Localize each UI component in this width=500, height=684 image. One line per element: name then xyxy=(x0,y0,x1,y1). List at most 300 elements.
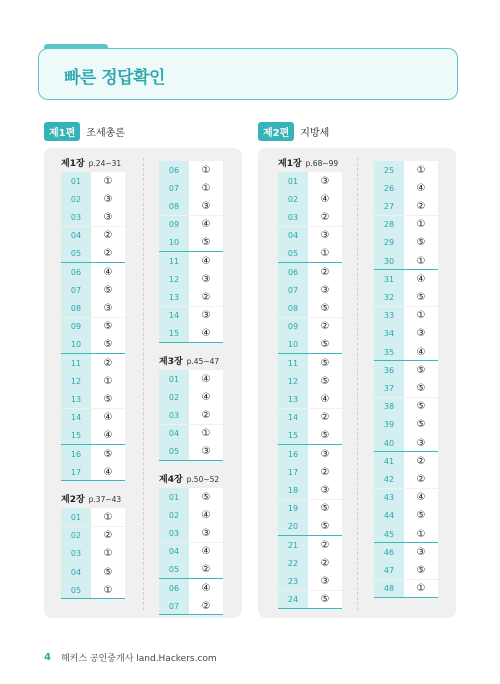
answer-choice: ② xyxy=(189,288,223,306)
question-number: 12 xyxy=(61,372,91,390)
answer-choice: ③ xyxy=(404,543,438,561)
question-number: 36 xyxy=(374,361,404,379)
question-number: 12 xyxy=(159,270,189,288)
answer-choice: ④ xyxy=(404,343,438,361)
answer-row xyxy=(159,288,223,306)
answer-choice: ④ xyxy=(189,388,223,406)
group-divider xyxy=(159,342,223,343)
question-number: 08 xyxy=(61,299,91,317)
question-number: 03 xyxy=(159,524,189,542)
question-number: 14 xyxy=(61,409,91,427)
answer-choice: ⑤ xyxy=(308,336,342,354)
answer-row xyxy=(374,361,438,379)
question-number: 03 xyxy=(159,406,189,424)
answer-choice: ② xyxy=(308,554,342,572)
answer-choice: ③ xyxy=(189,443,223,461)
answer-row xyxy=(278,591,342,609)
answer-choice: ④ xyxy=(189,325,223,343)
answer-row xyxy=(61,354,125,372)
question-number: 05 xyxy=(159,443,189,461)
chapter-heading: 제2장 p.37~43 xyxy=(61,495,122,506)
part-2-heading xyxy=(258,122,329,141)
question-number: 46 xyxy=(374,543,404,561)
answer-choice: ③ xyxy=(308,172,342,190)
question-number: 02 xyxy=(61,527,91,545)
answer-row xyxy=(159,561,223,579)
answer-row xyxy=(278,245,342,263)
question-number: 05 xyxy=(278,245,308,263)
question-number: 09 xyxy=(159,216,189,234)
answer-choice: ⑤ xyxy=(404,361,438,379)
answer-choice: ④ xyxy=(404,179,438,197)
column-divider-1 xyxy=(143,158,144,610)
answer-row xyxy=(278,390,342,408)
group-divider xyxy=(61,598,125,599)
answer-choice: ① xyxy=(308,245,342,263)
answer-row xyxy=(61,227,125,245)
answer-row xyxy=(278,318,342,336)
answer-choice: ② xyxy=(308,463,342,481)
answer-row xyxy=(374,507,438,525)
group-divider xyxy=(374,597,438,598)
answer-choice: ① xyxy=(91,545,125,563)
answer-row xyxy=(374,270,438,288)
answer-row xyxy=(278,263,342,281)
part-1-name: 조세총론 xyxy=(86,128,125,139)
question-number: 38 xyxy=(374,398,404,416)
question-number: 27 xyxy=(374,197,404,215)
answer-choice: ④ xyxy=(189,370,223,388)
question-number: 04 xyxy=(159,425,189,443)
answer-choice: ⑤ xyxy=(91,390,125,408)
answer-choice: ④ xyxy=(189,506,223,524)
question-number: 03 xyxy=(278,208,308,226)
answer-row xyxy=(278,481,342,499)
question-number: 41 xyxy=(374,452,404,470)
answer-choice: ⑤ xyxy=(308,299,342,317)
part-1-badge: 제1편 xyxy=(44,122,80,141)
answer-choice: ③ xyxy=(308,227,342,245)
answer-choice: ① xyxy=(404,252,438,270)
question-number: 06 xyxy=(159,161,189,179)
group-divider xyxy=(278,608,342,609)
question-number: 05 xyxy=(159,561,189,579)
answer-choice: ① xyxy=(404,161,438,179)
answer-row xyxy=(159,579,223,597)
answer-row xyxy=(374,416,438,434)
answer-row xyxy=(374,179,438,197)
answer-row xyxy=(61,372,125,390)
question-number: 13 xyxy=(61,390,91,408)
answer-row xyxy=(374,525,438,543)
answer-choice: ① xyxy=(404,216,438,234)
answer-row xyxy=(278,227,342,245)
answer-row xyxy=(159,488,223,506)
answer-row xyxy=(278,445,342,463)
answer-row xyxy=(278,190,342,208)
question-number: 09 xyxy=(278,318,308,336)
question-number: 25 xyxy=(374,161,404,179)
answer-choice: ② xyxy=(189,597,223,615)
answer-choice: ③ xyxy=(91,190,125,208)
answer-row xyxy=(61,190,125,208)
question-number: 06 xyxy=(159,579,189,597)
question-number: 11 xyxy=(61,354,91,372)
question-number: 01 xyxy=(159,370,189,388)
answer-choice: ③ xyxy=(189,270,223,288)
question-number: 29 xyxy=(374,234,404,252)
question-number: 13 xyxy=(278,390,308,408)
answer-row xyxy=(159,307,223,325)
answer-row xyxy=(278,354,342,372)
question-number: 39 xyxy=(374,416,404,434)
answer-row xyxy=(61,245,125,263)
answer-row xyxy=(61,527,125,545)
answer-row xyxy=(159,425,223,443)
answer-choice: ④ xyxy=(189,543,223,561)
group-divider xyxy=(61,480,125,481)
answer-choice: ④ xyxy=(308,390,342,408)
question-number: 04 xyxy=(159,543,189,561)
answer-row xyxy=(61,281,125,299)
answer-row xyxy=(159,443,223,461)
question-number: 18 xyxy=(278,481,308,499)
answer-choice: ⑤ xyxy=(404,234,438,252)
question-number: 16 xyxy=(61,445,91,463)
answer-row xyxy=(278,172,342,190)
answer-row xyxy=(61,427,125,445)
answer-row xyxy=(278,536,342,554)
question-number: 40 xyxy=(374,434,404,452)
answer-row xyxy=(278,427,342,445)
answer-row xyxy=(61,263,125,281)
footer-brand: 해커스 공인중개사 land.Hackers.com xyxy=(60,654,217,664)
answer-row xyxy=(61,299,125,317)
footer xyxy=(44,651,217,664)
answer-choice: ③ xyxy=(404,325,438,343)
answer-choice: ④ xyxy=(189,579,223,597)
answer-row xyxy=(278,336,342,354)
part-2-name: 지방세 xyxy=(300,128,330,139)
page-number: 4 xyxy=(44,652,51,663)
answer-choice: ③ xyxy=(91,299,125,317)
question-number: 02 xyxy=(159,506,189,524)
answer-row xyxy=(159,597,223,615)
answer-choice: ⑤ xyxy=(91,281,125,299)
question-number: 07 xyxy=(159,597,189,615)
question-number: 14 xyxy=(278,409,308,427)
question-number: 03 xyxy=(61,208,91,226)
answer-choice: ⑤ xyxy=(404,398,438,416)
question-number: 05 xyxy=(61,245,91,263)
question-number: 06 xyxy=(61,263,91,281)
answer-choice: ⑤ xyxy=(189,234,223,252)
answer-row xyxy=(61,409,125,427)
answer-row xyxy=(159,216,223,234)
question-number: 19 xyxy=(278,500,308,518)
answer-choice: ③ xyxy=(189,197,223,215)
question-number: 11 xyxy=(159,252,189,270)
question-number: 48 xyxy=(374,580,404,598)
question-number: 06 xyxy=(278,263,308,281)
answer-choice: ② xyxy=(308,318,342,336)
answer-choice: ③ xyxy=(308,445,342,463)
answer-choice: ② xyxy=(308,208,342,226)
answer-row xyxy=(159,388,223,406)
answer-row xyxy=(159,179,223,197)
answer-row xyxy=(374,252,438,270)
question-number: 11 xyxy=(278,354,308,372)
answer-row xyxy=(374,379,438,397)
answer-row xyxy=(61,563,125,581)
answer-row xyxy=(374,580,438,598)
question-number: 16 xyxy=(278,445,308,463)
part-1-heading xyxy=(44,122,125,141)
question-number: 02 xyxy=(278,190,308,208)
answer-row xyxy=(159,270,223,288)
question-number: 02 xyxy=(159,388,189,406)
answer-choice: ⑤ xyxy=(91,318,125,336)
answer-choice: ② xyxy=(308,409,342,427)
question-number: 05 xyxy=(61,581,91,599)
question-number: 17 xyxy=(278,463,308,481)
answer-row xyxy=(374,561,438,579)
answer-choice: ① xyxy=(189,179,223,197)
answer-choice: ④ xyxy=(91,263,125,281)
answer-row xyxy=(61,208,125,226)
question-number: 01 xyxy=(61,508,91,526)
answer-row xyxy=(374,434,438,452)
answer-choice: ④ xyxy=(404,489,438,507)
group-divider xyxy=(159,460,223,461)
answer-row xyxy=(374,307,438,325)
answer-choice: ④ xyxy=(91,463,125,481)
answer-choice: ① xyxy=(91,172,125,190)
answer-choice: ① xyxy=(91,372,125,390)
question-number: 10 xyxy=(61,336,91,354)
question-number: 47 xyxy=(374,561,404,579)
chapter-heading: 제1장 p.68~99 xyxy=(278,159,339,169)
answer-row xyxy=(374,398,438,416)
question-number: 07 xyxy=(159,179,189,197)
group-divider xyxy=(159,614,223,615)
answer-choice: ② xyxy=(91,227,125,245)
answer-choice: ④ xyxy=(91,409,125,427)
answer-row xyxy=(159,252,223,270)
answer-row xyxy=(278,572,342,590)
question-number: 17 xyxy=(61,463,91,481)
question-number: 03 xyxy=(61,545,91,563)
answer-row xyxy=(61,390,125,408)
question-number: 35 xyxy=(374,343,404,361)
answer-choice: ② xyxy=(189,406,223,424)
answer-row xyxy=(374,489,438,507)
answer-row xyxy=(61,508,125,526)
answer-choice: ⑤ xyxy=(308,354,342,372)
answer-choice: ④ xyxy=(189,252,223,270)
answer-row xyxy=(278,554,342,572)
answer-row xyxy=(374,470,438,488)
question-number: 04 xyxy=(278,227,308,245)
answer-choice: ② xyxy=(91,245,125,263)
answer-row xyxy=(374,197,438,215)
question-number: 15 xyxy=(159,325,189,343)
answer-choice: ① xyxy=(404,525,438,543)
question-number: 45 xyxy=(374,525,404,543)
answer-choice: ⑤ xyxy=(404,288,438,306)
question-number: 10 xyxy=(278,336,308,354)
answer-choice: ⑤ xyxy=(308,372,342,390)
answer-row xyxy=(278,463,342,481)
chapter-heading: 제3장 p.45~47 xyxy=(159,357,220,367)
answer-row xyxy=(278,409,342,427)
column-divider-2 xyxy=(357,158,358,610)
answer-choice: ⑤ xyxy=(404,379,438,397)
answer-row xyxy=(374,234,438,252)
question-number: 44 xyxy=(374,507,404,525)
answer-choice: ② xyxy=(404,197,438,215)
question-number: 07 xyxy=(61,281,91,299)
answer-choice: ② xyxy=(308,263,342,281)
answer-choice: ① xyxy=(404,307,438,325)
question-number: 02 xyxy=(61,190,91,208)
answer-choice: ④ xyxy=(189,216,223,234)
answer-choice: ② xyxy=(308,536,342,554)
answer-row xyxy=(278,372,342,390)
answer-row xyxy=(278,281,342,299)
answer-row xyxy=(61,581,125,599)
answer-choice: ② xyxy=(91,527,125,545)
answer-row xyxy=(374,325,438,343)
answer-row xyxy=(278,208,342,226)
question-number: 04 xyxy=(61,227,91,245)
answer-row xyxy=(374,343,438,361)
answer-row xyxy=(159,370,223,388)
question-number: 10 xyxy=(159,234,189,252)
answer-choice: ⑤ xyxy=(91,336,125,354)
answer-row xyxy=(374,452,438,470)
answer-row xyxy=(61,318,125,336)
question-number: 08 xyxy=(278,299,308,317)
answer-row xyxy=(374,161,438,179)
answer-choice: ⑤ xyxy=(189,488,223,506)
question-number: 12 xyxy=(278,372,308,390)
question-number: 28 xyxy=(374,216,404,234)
question-number: 43 xyxy=(374,489,404,507)
question-number: 01 xyxy=(159,488,189,506)
part-2-badge: 제2편 xyxy=(258,122,294,141)
answer-row xyxy=(61,336,125,354)
answer-choice: ⑤ xyxy=(91,563,125,581)
answer-choice: ① xyxy=(189,161,223,179)
answer-choice: ① xyxy=(91,508,125,526)
answer-row xyxy=(159,325,223,343)
answer-choice: ⑤ xyxy=(404,561,438,579)
answer-row xyxy=(278,500,342,518)
question-number: 01 xyxy=(278,172,308,190)
question-number: 01 xyxy=(61,172,91,190)
answer-row xyxy=(159,506,223,524)
question-number: 14 xyxy=(159,307,189,325)
answer-choice: ⑤ xyxy=(404,416,438,434)
answer-row xyxy=(374,216,438,234)
answer-choice: ③ xyxy=(189,307,223,325)
answer-choice: ② xyxy=(404,452,438,470)
page-title: 빠른 정답확인 xyxy=(64,68,165,88)
question-number: 07 xyxy=(278,281,308,299)
answer-choice: ③ xyxy=(308,281,342,299)
answer-choice: ③ xyxy=(91,208,125,226)
question-number: 30 xyxy=(374,252,404,270)
answer-choice: ③ xyxy=(404,434,438,452)
question-number: 04 xyxy=(61,563,91,581)
answer-row xyxy=(159,161,223,179)
question-number: 22 xyxy=(278,554,308,572)
answer-row xyxy=(278,518,342,536)
answer-row xyxy=(374,288,438,306)
answer-choice: ② xyxy=(404,470,438,488)
answer-choice: ⑤ xyxy=(308,500,342,518)
answer-choice: ⑤ xyxy=(308,427,342,445)
chapter-heading: 제1장 p.24~31 xyxy=(61,159,122,169)
answer-choice: ④ xyxy=(404,270,438,288)
answer-row xyxy=(61,463,125,481)
question-number: 20 xyxy=(278,518,308,536)
answer-row xyxy=(159,197,223,215)
answer-choice: ② xyxy=(189,561,223,579)
question-number: 15 xyxy=(61,427,91,445)
answer-choice: ① xyxy=(91,581,125,599)
answer-choice: ③ xyxy=(308,572,342,590)
answer-row xyxy=(61,545,125,563)
question-number: 09 xyxy=(61,318,91,336)
answer-choice: ⑤ xyxy=(91,445,125,463)
answer-choice: ⑤ xyxy=(308,591,342,609)
question-number: 24 xyxy=(278,591,308,609)
answer-row xyxy=(374,543,438,561)
answer-row xyxy=(159,234,223,252)
answer-choice: ① xyxy=(189,425,223,443)
answer-choice: ④ xyxy=(91,427,125,445)
question-number: 08 xyxy=(159,197,189,215)
answer-row xyxy=(61,445,125,463)
answer-choice: ③ xyxy=(189,524,223,542)
question-number: 21 xyxy=(278,536,308,554)
question-number: 32 xyxy=(374,288,404,306)
question-number: 42 xyxy=(374,470,404,488)
question-number: 13 xyxy=(159,288,189,306)
question-number: 31 xyxy=(374,270,404,288)
question-number: 33 xyxy=(374,307,404,325)
question-number: 26 xyxy=(374,179,404,197)
answer-row xyxy=(159,543,223,561)
answer-choice: ④ xyxy=(308,190,342,208)
chapter-heading: 제4장 p.50~52 xyxy=(159,475,220,485)
answer-row xyxy=(278,299,342,317)
answer-choice: ⑤ xyxy=(404,507,438,525)
question-number: 15 xyxy=(278,427,308,445)
answer-choice: ③ xyxy=(308,481,342,499)
question-number: 23 xyxy=(278,572,308,590)
answer-choice: ① xyxy=(404,580,438,598)
answer-row xyxy=(159,524,223,542)
answer-row xyxy=(61,172,125,190)
answer-row xyxy=(159,406,223,424)
question-number: 34 xyxy=(374,325,404,343)
answer-choice: ② xyxy=(91,354,125,372)
answer-choice: ⑤ xyxy=(308,518,342,536)
question-number: 37 xyxy=(374,379,404,397)
